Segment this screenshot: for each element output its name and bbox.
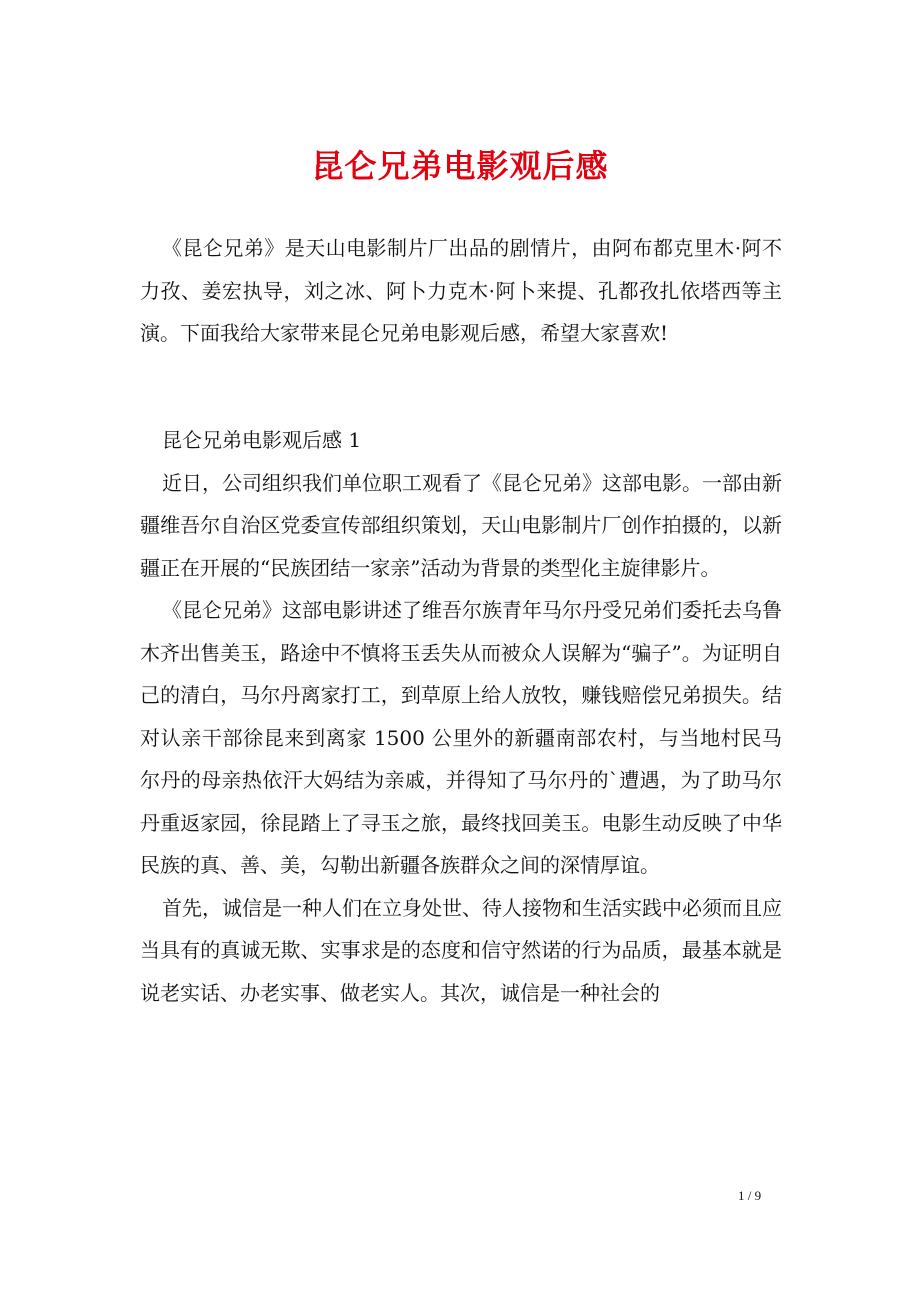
body-paragraph-1: 近日，公司组织我们单位职工观看了《昆仑兄弟》这部电影。一部由新疆维吾尔自治区党委宣传部组织策划，天山电影制片厂创作拍摄的，以新疆正在开展的“民族团结一家亲”活动为背景的类型化主旋律影片。 bbox=[140, 470, 782, 580]
body-paragraph-2: 《昆仑兄弟》这部电影讲述了维吾尔族青年马尔丹受兄弟们委托去乌鲁木齐出售美玉，路途中不慎将玉丢失从而被众人误解为“骗子”。为证明自己的清白，马尔丹离家打工，到草原上给人放牧，赚钱赔偿兄弟损失。结对认亲干部徐昆来到离家 1500 公里外的新疆南部农村，与当地村民马尔丹的母亲热依汗大妈结为亲戚，并得知了马尔丹的`遭遇，为了助马尔丹重返家园，徐昆踏上了寻玉之旅，最终找回美玉。电影生动反映了中华民族的真、善、美，勾勒出新疆各族群众之间的深情厚谊。 bbox=[140, 598, 782, 877]
intro-paragraph: 《昆仑兄弟》是天山电影制片厂出品的剧情片，由阿布都克里木·阿不力孜、姜宏执导，刘之冰、阿卜力克木·阿卜来提、孔都孜扎依塔西等主演。下面我给大家带来昆仑兄弟电影观后感，希望大家喜欢! bbox=[140, 236, 782, 345]
page-number: 1 / 9 bbox=[738, 1188, 762, 1203]
document-title: 昆仑兄弟电影观后感 bbox=[311, 147, 609, 185]
body-paragraph-3: 首先，诚信是一种人们在立身处世、待人接物和生活实践中必须而且应当具有的真诚无欺、实事求是的态度和信守然诺的行为品质，最基本就是说老实话、办老实事、做老实人。其次，诚信是一种社会的 bbox=[140, 895, 782, 1005]
section-block bbox=[140, 419, 782, 1014]
intro-block bbox=[140, 227, 782, 355]
section-heading: 昆仑兄弟电影观后感 1 bbox=[162, 428, 362, 452]
